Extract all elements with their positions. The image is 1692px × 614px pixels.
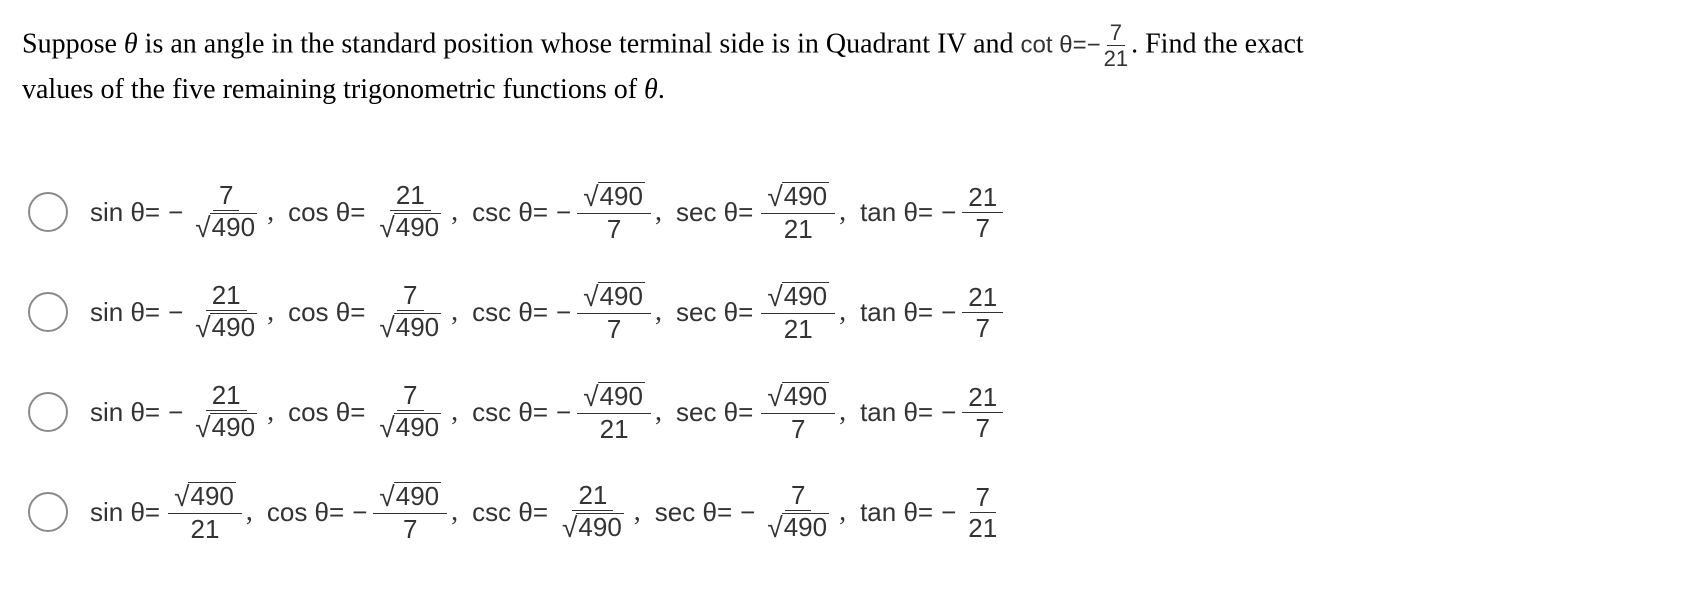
fraction (761, 180, 835, 244)
fraction-numerator: 21 (390, 182, 431, 211)
fraction-numerator: 21 (206, 382, 247, 411)
option-radio-3[interactable] (28, 392, 68, 432)
question-text: Suppose (22, 28, 124, 60)
fraction-denominator: 21 (1103, 46, 1129, 71)
radical-sign: √ (379, 211, 395, 243)
fraction-denominator: 7 (790, 413, 806, 444)
separator-comma: , (267, 196, 275, 227)
fraction-denominator (189, 211, 263, 241)
minus-sign: − (941, 496, 957, 527)
question-line-1 (22, 22, 1304, 70)
fraction-denominator (189, 311, 263, 341)
fraction (577, 280, 651, 344)
minus-sign: − (941, 196, 957, 227)
fraction-denominator (373, 311, 447, 341)
minus-sign: − (556, 296, 572, 327)
square-root (562, 513, 624, 541)
radical-sign: √ (767, 511, 783, 543)
minus-sign: − (352, 496, 368, 527)
radical-sign: √ (379, 311, 395, 343)
fraction-denominator: 21 (599, 413, 629, 444)
function-label: sin θ= (90, 296, 161, 327)
radicand: 490 (190, 481, 234, 512)
minus-sign: − (556, 396, 572, 427)
fraction (373, 382, 447, 441)
fraction-denominator: 7 (975, 312, 990, 343)
fraction-numerator: 21 (962, 284, 1003, 313)
square-root (767, 513, 829, 541)
radicand: 490 (783, 381, 828, 412)
radicand: 490 (211, 212, 256, 243)
fraction-numerator: 7 (397, 382, 423, 411)
fraction-denominator (761, 511, 835, 541)
fraction-numerator (577, 382, 651, 413)
fraction-numerator: 7 (213, 182, 239, 211)
square-root (767, 282, 829, 310)
fraction-denominator: 21 (190, 513, 220, 544)
cot-label: cot θ= (1020, 31, 1087, 59)
separator-comma: , (267, 296, 275, 327)
radicand: 490 (599, 281, 643, 312)
fraction (373, 282, 447, 341)
fraction-denominator: 7 (975, 412, 990, 443)
separator-comma: , (654, 396, 662, 427)
separator-comma: , (839, 196, 847, 227)
theta-symbol: θ (123, 28, 138, 60)
fraction-denominator (556, 511, 630, 541)
square-root (379, 213, 441, 241)
function-label: tan θ= (860, 196, 934, 227)
radicand: 490 (578, 512, 622, 543)
separator-comma: , (633, 496, 641, 527)
separator-comma: , (654, 296, 662, 327)
square-root (583, 382, 645, 410)
function-label: tan θ= (860, 296, 934, 327)
given-fraction (1101, 22, 1131, 70)
separator-comma: , (451, 196, 459, 227)
radical-sign: √ (195, 211, 211, 243)
function-label: tan θ= (860, 396, 934, 427)
question-text: . (657, 74, 665, 105)
radicand: 490 (783, 512, 828, 543)
fraction-denominator: 7 (606, 313, 622, 344)
radicand: 490 (783, 181, 828, 212)
fraction-denominator: 21 (783, 213, 813, 244)
separator-comma: , (451, 496, 459, 527)
fraction (189, 382, 263, 441)
square-root (583, 282, 645, 310)
fraction (962, 181, 1003, 243)
function-label: sec θ= (675, 296, 754, 327)
function-label: cos θ= (288, 296, 366, 327)
question-line-2 (22, 76, 665, 104)
radical-sign: √ (195, 311, 211, 343)
fraction-numerator: 7 (785, 482, 811, 511)
separator-comma: , (451, 396, 459, 427)
option-2[interactable] (90, 277, 1005, 347)
square-root (583, 182, 645, 210)
fraction-numerator: 7 (970, 484, 996, 513)
radicand: 490 (395, 412, 440, 443)
function-label: sin θ= (90, 496, 161, 527)
separator-comma: , (839, 396, 847, 427)
radical-sign: √ (767, 380, 783, 412)
radicand: 490 (599, 381, 643, 412)
function-label: cos θ= (266, 496, 345, 527)
fraction (962, 481, 1003, 543)
minus-sign: − (1086, 31, 1101, 59)
fraction-numerator (577, 282, 651, 313)
fraction-numerator: 21 (206, 282, 247, 311)
minus-sign: − (556, 196, 572, 227)
fraction (373, 480, 447, 544)
function-label: sin θ= (90, 396, 161, 427)
function-label: sin θ= (90, 196, 161, 227)
fraction-numerator (761, 282, 835, 313)
function-label: csc θ= (472, 496, 549, 527)
radicand: 490 (211, 312, 256, 343)
fraction (761, 380, 835, 444)
minus-sign: − (941, 296, 957, 327)
radical-sign: √ (562, 511, 578, 543)
fraction-denominator: 7 (403, 513, 418, 544)
square-root (379, 482, 441, 510)
fraction-numerator (168, 482, 242, 513)
separator-comma: , (839, 296, 847, 327)
option-1[interactable] (90, 177, 1005, 247)
radicand: 490 (395, 481, 440, 512)
radical-sign: √ (767, 280, 783, 312)
radical-sign: √ (195, 411, 211, 443)
fraction (962, 381, 1003, 443)
radicand: 490 (783, 281, 828, 312)
fraction (189, 182, 263, 241)
radical-sign: √ (583, 280, 599, 312)
fraction (189, 282, 263, 341)
option-3[interactable] (90, 377, 1005, 447)
radical-sign: √ (174, 480, 190, 512)
separator-comma: , (839, 496, 847, 527)
fraction-denominator (189, 411, 263, 441)
fraction-denominator: 7 (975, 212, 990, 243)
function-label: csc θ= (472, 396, 549, 427)
radicand: 490 (599, 181, 643, 212)
function-label: cos θ= (288, 196, 366, 227)
square-root (195, 413, 257, 441)
fraction-numerator (761, 382, 835, 413)
fraction-denominator (373, 411, 447, 441)
fraction (577, 380, 651, 444)
fraction-denominator: 21 (968, 512, 998, 543)
minus-sign: − (168, 396, 184, 427)
separator-comma: , (654, 196, 662, 227)
fraction-denominator: 21 (783, 313, 813, 344)
fraction-numerator (761, 182, 835, 213)
function-label: csc θ= (472, 296, 549, 327)
fraction-numerator: 21 (572, 482, 613, 511)
radical-sign: √ (583, 180, 599, 212)
fraction (577, 180, 651, 244)
radicand: 490 (211, 412, 256, 443)
fraction (168, 480, 242, 544)
function-label: tan θ= (860, 496, 934, 527)
question-text: . Find the exact (1131, 28, 1304, 60)
minus-sign: − (941, 396, 957, 427)
square-root (195, 213, 257, 241)
option-radio-2[interactable] (28, 292, 68, 332)
question-text: values of the five remaining trigonometric functions of (22, 74, 645, 105)
radical-sign: √ (379, 480, 395, 512)
separator-comma: , (267, 396, 275, 427)
square-root (379, 313, 441, 341)
fraction-numerator: 21 (962, 184, 1003, 213)
radical-sign: √ (583, 380, 599, 412)
function-label: cos θ= (288, 396, 366, 427)
radical-sign: √ (767, 180, 783, 212)
fraction-numerator (373, 482, 447, 513)
fraction-denominator: 7 (606, 213, 622, 244)
square-root (174, 482, 236, 510)
fraction-numerator (577, 182, 651, 213)
square-root (767, 182, 829, 210)
option-radio-1[interactable] (28, 192, 68, 232)
fraction (373, 182, 447, 241)
square-root (379, 413, 441, 441)
function-label: csc θ= (472, 196, 549, 227)
minus-sign: − (740, 496, 756, 527)
fraction (962, 281, 1003, 343)
function-label: sec θ= (675, 196, 754, 227)
fraction-numerator: 21 (962, 384, 1003, 413)
radicand: 490 (395, 212, 440, 243)
radical-sign: √ (379, 411, 395, 443)
fraction (761, 482, 835, 541)
radicand: 490 (395, 312, 440, 343)
minus-sign: − (168, 196, 184, 227)
fraction (556, 482, 630, 541)
separator-comma: , (245, 496, 253, 527)
theta-symbol: θ (644, 74, 658, 105)
function-label: sec θ= (654, 496, 733, 527)
square-root (195, 313, 257, 341)
fraction (761, 280, 835, 344)
question-text: is an angle in the standard position whose terminal side is in Quadrant IV and (137, 28, 1021, 60)
function-label: sec θ= (675, 396, 754, 427)
option-4[interactable] (90, 477, 1005, 547)
option-radio-4[interactable] (28, 492, 68, 532)
minus-sign: − (168, 296, 184, 327)
fraction-numerator: 7 (397, 282, 423, 311)
separator-comma: , (451, 296, 459, 327)
square-root (767, 382, 829, 410)
fraction-numerator: 7 (1107, 22, 1125, 46)
fraction-denominator (373, 211, 447, 241)
